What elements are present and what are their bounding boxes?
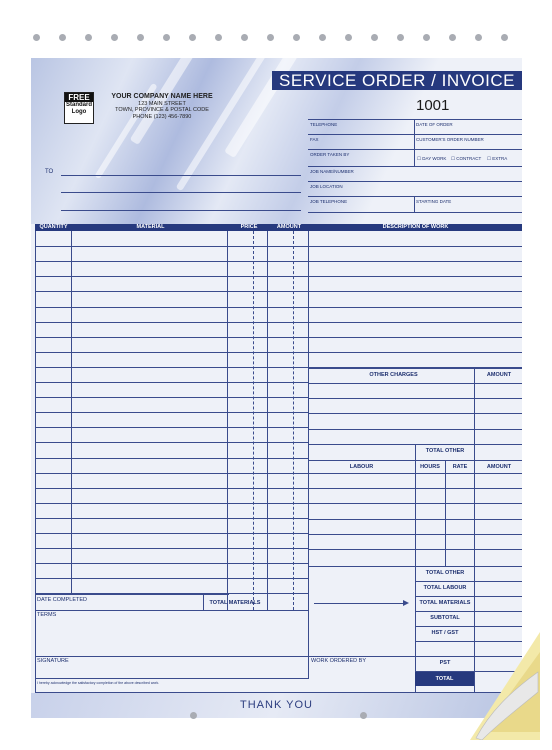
logo-top-text: FREE [65,93,93,102]
totals-pst: PST [439,660,451,666]
binding-hole [111,34,118,41]
quantity-header: QUANTITY [39,224,68,230]
labour-title: LABOUR [349,464,374,470]
binding-hole [189,34,196,41]
binding-hole [371,34,378,41]
other-charges-divider [474,368,475,460]
contract-checkbox[interactable]: ☐ CONTRACT [451,156,482,161]
totals-row-line [415,596,522,597]
totals-total-labour: TOTAL LABOUR [423,585,467,591]
acknowledgement-text: I hereby acknowledge the satisfactory completion of the above described work. [37,681,160,685]
description-row-line[interactable] [308,261,522,262]
total-other-label: TOTAL OTHER [425,448,465,454]
extra-label: EXTRA [492,156,508,161]
signature-field[interactable]: SIGNATURE [37,658,69,664]
field-line [308,166,522,167]
page-curl-icon [470,632,540,740]
binding-hole [137,34,144,41]
binding-hole [360,712,367,719]
company-phone: PHONE (123) 456-7890 [132,113,192,120]
field-line [308,149,522,150]
other-charges-amount-header: AMOUNT [486,372,512,378]
binding-hole [33,34,40,41]
field-divider [414,119,415,166]
telephone-field[interactable]: TELEPHONE [310,122,338,127]
to-line-2[interactable] [61,192,301,193]
extra-checkbox[interactable]: ☐ EXTRA [487,156,508,161]
binding-hole [475,34,482,41]
binding-hole [190,712,197,719]
binding-hole [267,34,274,41]
binding-hole [501,34,508,41]
col-divider-amount [308,231,309,679]
field-line [308,196,522,197]
col-divider-material [227,231,228,610]
binding-hole [59,34,66,41]
other-charges-row-line[interactable] [308,398,522,399]
binding-hole [423,34,430,41]
totals-row-line [415,626,522,627]
col-divider-qty [71,231,72,594]
labour-bottom-line [308,566,415,567]
other-charges-row-line[interactable] [308,383,522,384]
fax-field[interactable]: FAX [310,137,319,142]
totals-row-line [415,566,522,567]
field-line [308,212,522,213]
signature-line [35,678,309,679]
labour-hours-header: HOURS [420,464,440,470]
footer-total-materials: TOTAL MATERIALS [209,600,261,606]
left-border [35,231,36,693]
total-materials-arrow-line [314,603,406,604]
col-divider-price-cents [253,231,254,610]
work-ordered-by-field[interactable]: WORK ORDERED BY [311,658,367,664]
job-telephone-field[interactable]: JOB TELEPHONE [310,199,348,204]
logo [64,92,94,124]
totals-total-other: TOTAL OTHER [425,570,465,576]
totals-subtotal: SUBTOTAL [430,615,460,621]
labour-divider-hours [415,460,416,692]
terms-field[interactable]: TERMS [37,612,57,618]
date-of-order-field[interactable]: DATE OF ORDER [416,122,453,127]
to-line-3[interactable] [61,210,301,211]
totals-hst: HST / GST [431,630,459,636]
other-charges-row-line[interactable] [308,429,522,430]
company-street: 123 MAIN STREET [138,100,186,107]
description-row-line[interactable] [308,352,522,353]
binding-hole [397,34,404,41]
labour-divider-rate [445,460,446,566]
field-line [308,181,522,182]
description-row-line[interactable] [308,322,522,323]
binding-hole [319,34,326,41]
thank-you-banner: THANK YOU [31,693,522,718]
job-location-field[interactable]: JOB LOCATION [310,184,343,189]
totals-row-line [415,611,522,612]
field-line [308,134,522,135]
description-row-line[interactable] [308,337,522,338]
contract-label: CONTRACT [456,156,482,161]
description-row-line[interactable] [308,276,522,277]
order-taken-by-field[interactable]: ORDER TAKEN BY [310,152,350,157]
binding-hole [163,34,170,41]
day-work-checkbox[interactable]: ☐ DAY WORK [417,156,447,161]
description-row-line[interactable] [308,307,522,308]
other-charges-top [308,368,522,369]
invoice-sheet [31,58,522,718]
form-title: SERVICE ORDER / INVOICE [272,71,522,90]
price-header: PRICE [240,224,258,230]
totals-total: TOTAL [415,672,474,686]
logo-bottom-text: Standard Logo [65,102,92,115]
field-divider [414,196,415,212]
footer-line [35,594,229,595]
labour-amount-header: AMOUNT [486,464,512,470]
binding-hole [85,34,92,41]
date-completed-field[interactable]: DATE COMPLETED [37,597,88,603]
totals-row-line [415,581,522,582]
description-row-line[interactable] [308,246,522,247]
description-row-line[interactable] [308,291,522,292]
totals-total-materials: TOTAL MATERIALS [419,600,471,606]
col-divider-price [267,231,268,610]
customer-order-number-field[interactable]: CUSTOMER'S ORDER NUMBER [416,137,484,142]
arrow-right-icon [403,600,409,606]
column-header-bar [35,224,522,231]
binding-hole [215,34,222,41]
footer-line [35,610,309,611]
binding-hole [449,34,456,41]
amount-header: AMOUNT [276,224,302,230]
other-charges-row-line[interactable] [308,413,522,414]
binding-hole [241,34,248,41]
labour-rate-header: RATE [452,464,468,470]
binding-hole [293,34,300,41]
material-header: MATERIAL [136,224,165,230]
company-city: TOWN, PROVINCE & POSTAL CODE [115,107,209,113]
description-header: DESCRIPTION OF WORK [382,224,449,230]
starting-date-field[interactable]: STARTING DATE [416,199,452,204]
binding-hole [345,34,352,41]
to-label: TO [45,169,54,175]
job-name-field[interactable]: JOB NAME/NUMBER [310,169,354,174]
other-charges-title: OTHER CHARGES [369,372,418,378]
footer-line [35,656,415,657]
invoice-number: 1001 [416,97,450,114]
field-line [308,119,522,120]
day-work-label: DAY WORK [422,156,447,161]
company-name: YOUR COMPANY NAME HERE [111,93,213,100]
to-line-1[interactable] [61,175,301,176]
col-divider-amount-cents [293,231,294,610]
company-info [97,94,227,120]
footer-divider [203,594,204,610]
